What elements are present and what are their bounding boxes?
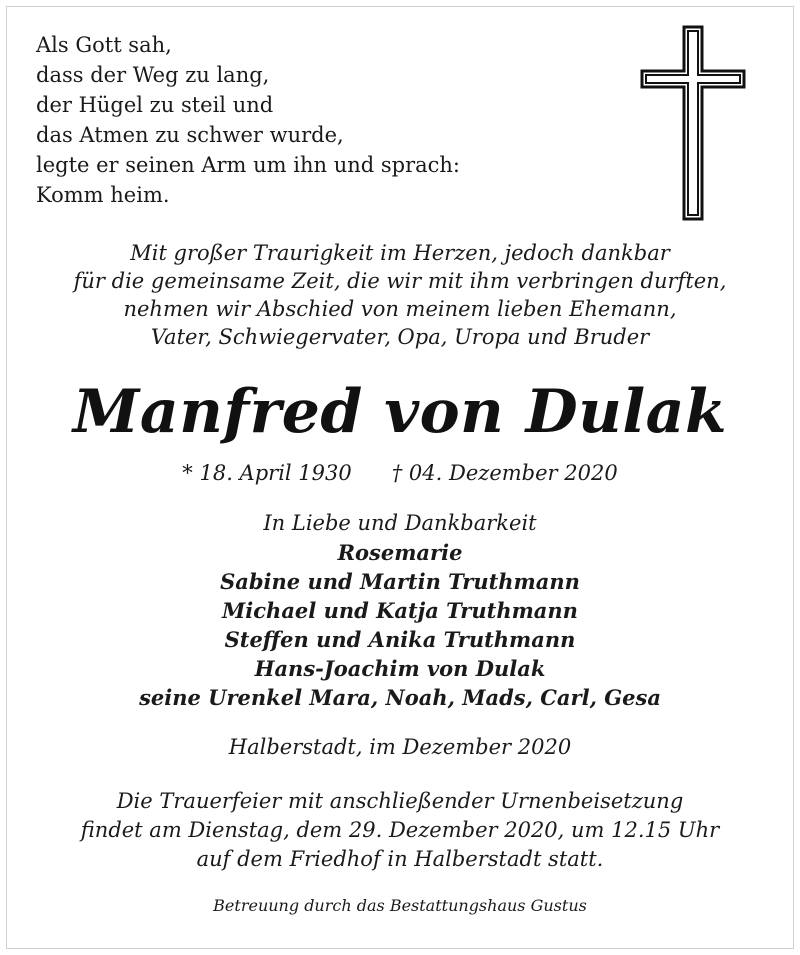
intro-line: für die gemeinsame Zeit, die wir mit ihm verbringen durften,: [73, 269, 727, 293]
poem-line: legte er seinen Arm um ihn und sprach:: [36, 153, 460, 177]
ceremony-line: Die Trauerfeier mit anschließender Urnenbeisetzung: [116, 789, 684, 813]
ceremony-line: findet am Dienstag, dem 29. Dezember 2020, um 12.15 Uhr: [80, 818, 720, 842]
death-date: † 04. Dezember 2020: [391, 461, 618, 485]
intro-line: Vater, Schwiegervater, Opa, Uropa und Bruder: [150, 325, 650, 349]
mourners-intro: In Liebe und Dankbarkeit: [263, 511, 537, 535]
intro-text: [0, 239, 800, 351]
undertaker-note: Betreuung durch das Bestattungshaus Gustus: [213, 896, 587, 915]
poem-line: dass der Weg zu lang,: [36, 63, 270, 87]
intro-line: nehmen wir Abschied von meinem lieben Ehemann,: [123, 297, 677, 321]
mourner-name: Hans-Joachim von Dulak: [254, 656, 546, 681]
life-dates: [0, 458, 800, 488]
birth-date: * 18. April 1930: [182, 461, 352, 485]
mourner-name: seine Urenkel Mara, Noah, Mads, Carl, Gesa: [139, 685, 661, 710]
deceased-name: Manfred von Dulak: [72, 377, 728, 447]
poem-line: Komm heim.: [36, 183, 170, 207]
poem: [36, 30, 460, 210]
place-date: Halberstadt, im Dezember 2020: [228, 735, 572, 759]
mourner-name: Steffen und Anika Truthmann: [224, 627, 576, 652]
poem-line: der Hügel zu steil und: [36, 93, 274, 117]
mourner-name: Sabine und Martin Truthmann: [220, 569, 580, 594]
mourner-name: Rosemarie: [337, 540, 463, 565]
ceremony-line: auf dem Friedhof in Halberstadt statt.: [196, 847, 604, 871]
intro-line: Mit großer Traurigkeit im Herzen, jedoch dankbar: [130, 241, 670, 265]
poem-line: das Atmen zu schwer wurde,: [36, 123, 344, 147]
mourner-name: Michael und Katja Truthmann: [222, 598, 578, 623]
mourners-list: [0, 509, 800, 712]
poem-line: Als Gott sah,: [36, 33, 172, 57]
ceremony-info: [0, 787, 800, 874]
latin-cross-icon: [640, 25, 746, 221]
